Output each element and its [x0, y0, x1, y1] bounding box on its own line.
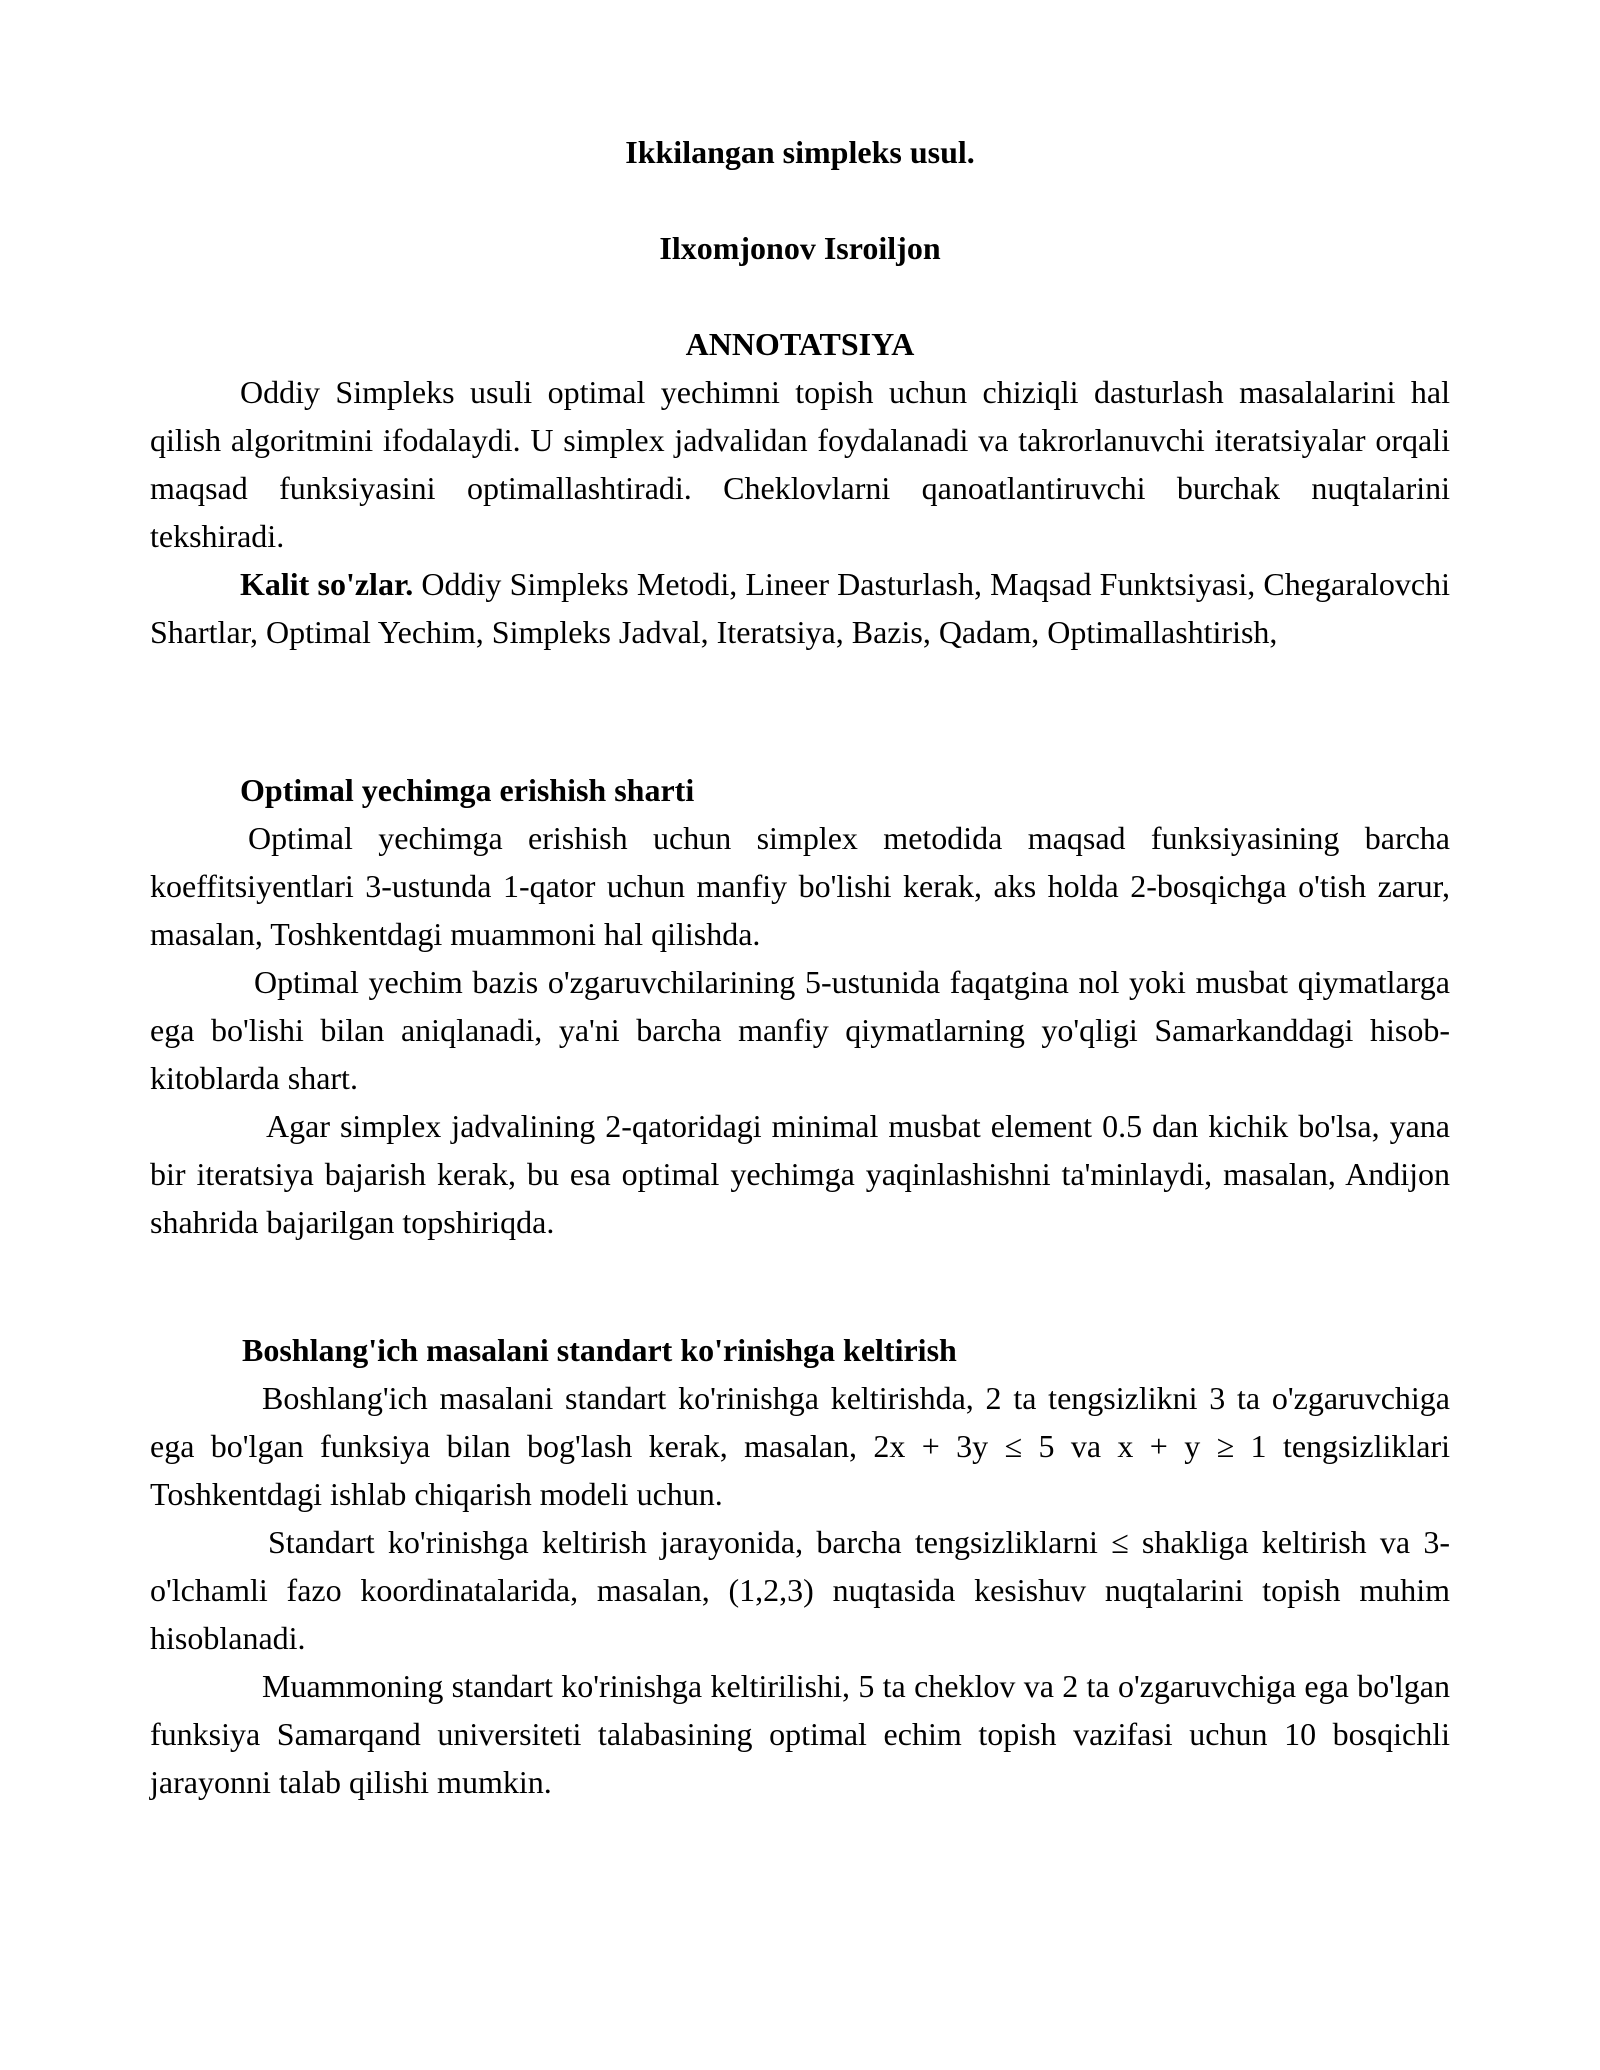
section1-paragraph: Optimal yechim bazis o'zgaruvchilarining 5-ustunida faqatgina nol yoki musbat qiymatlarga ega bo'lishi bilan aniqlanadi, ya'ni barcha manfiy qiymatlarning yo'qligi Samarkanddagi hisob-kitoblarda shart. [150, 964, 1450, 1096]
keywords-paragraph [150, 560, 1450, 656]
section1-paragraph: Optimal yechimga erishish uchun simplex metodida maqsad funksiyasining barcha koeffitsiyentlari 3-ustunda 1-qator uchun manfiy bo'lishi kerak, aks holda 2-bosqichga o'tish zarur, masalan, Toshkentdagi muammoni hal qilishda. [150, 820, 1450, 952]
author-name: Ilxomjonov Isroiljon [659, 230, 941, 266]
section2-paragraph: Standart ko'rinishga keltirish jarayonida, barcha tengsizliklarni ≤ shakliga keltirish va 3-o'lchamli fazo koordinatalarida, masalan, (1,2,3) nuqtasida kesishuv nuqtalarini topish muhim hisoblanadi. [150, 1524, 1450, 1656]
document-page [150, 128, 1450, 1806]
annotation-heading: ANNOTATSIYA [685, 326, 915, 362]
section1-paragraph: Agar simplex jadvalining 2-qatoridagi minimal musbat element 0.5 dan kichik bo'lsa, yana bir iteratsiya bajarish kerak, bu esa optimal yechimga yaqinlashishni ta'minlaydi, masalan, Andijon shahrida bajarilgan topshiriqda. [150, 1108, 1450, 1240]
keywords-text: Oddiy Simpleks Metodi, Lineer Dasturlash, Maqsad Funktsiyasi, Chegaralovchi Shartlar, Optimal Yechim, Simpleks Jadval, Iteratsiya, Bazis, Qadam, Optimallashtirish, [150, 566, 1451, 650]
keywords-label: Kalit so'zlar. [240, 566, 414, 602]
section-heading-optimal: Optimal yechimga erishish sharti [240, 772, 695, 808]
annotation-text: Oddiy Simpleks usuli optimal yechimni topish uchun chiziqli dasturlash masalalarini hal qilish algoritmini ifodalaydi. U simplex jadvalidan foydalanadi va takrorlanuvchi iteratsiyalar orqali maqsad funksiyasini optimallashtiradi. Cheklovlarni qanoatlantiruvchi burchak nuqtalarini tekshiradi. [150, 374, 1450, 554]
section-heading-standard-form: Boshlang'ich masalani standart ko'rinishga keltirish [242, 1332, 957, 1368]
section2-paragraph: Muammoning standart ko'rinishga keltirilishi, 5 ta cheklov va 2 ta o'zgaruvchiga ega bo'lgan funksiya Samarqand universiteti talabasining optimal echim topish vazifasi uchun 10 bosqichli jarayonni talab qilishi mumkin. [150, 1668, 1450, 1800]
document-title: Ikkilangan simpleks usul. [625, 134, 975, 170]
section2-paragraph: Boshlang'ich masalani standart ko'rinishga keltirishda, 2 ta tengsizlikni 3 ta o'zgaruvchiga ega bo'lgan funksiya bilan bog'lash kerak, masalan, 2x + 3y ≤ 5 va x + y ≥ 1 tengsizliklari Toshkentdagi ishlab chiqarish modeli uchun. [150, 1380, 1450, 1512]
